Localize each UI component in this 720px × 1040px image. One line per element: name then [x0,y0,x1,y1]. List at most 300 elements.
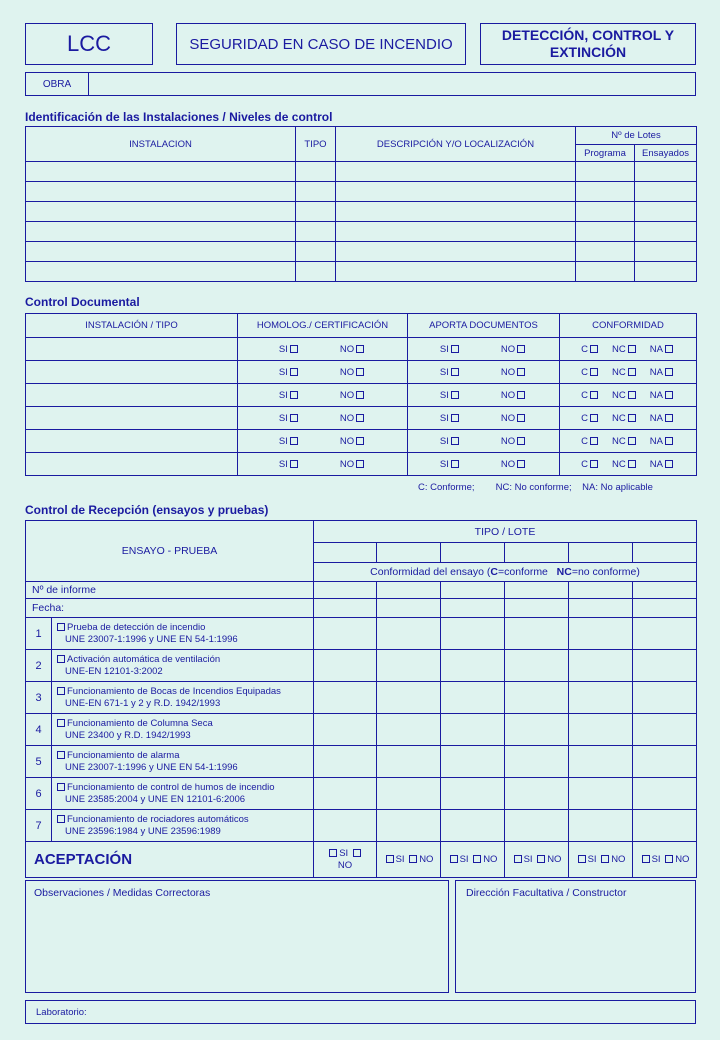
test-name: Funcionamiento de alarma [67,749,180,761]
result-cell[interactable] [569,810,633,842]
si-label: SI [278,412,288,424]
c-option[interactable] [581,459,600,470]
si-no-cell [238,453,408,476]
table-cell[interactable] [26,202,296,222]
checkbox-icon[interactable] [665,391,673,399]
col-descripcion: DESCRIPCIÓN Y/O LOCALIZACIÓN [336,127,576,162]
nc-option[interactable] [612,367,638,378]
table-cell[interactable] [336,242,576,262]
test-norm: UNE 23007-1:1996 y UNE EN 54-1:1996 [65,761,238,773]
result-cell[interactable] [505,618,569,650]
checkbox-icon[interactable] [451,345,459,353]
conformidad-cell [560,361,697,384]
informe-cell[interactable] [441,582,505,599]
si-option[interactable] [279,459,300,470]
instalacion-cell[interactable] [26,384,238,407]
table-cell[interactable] [336,222,576,242]
table-cell[interactable] [576,162,635,182]
result-cell[interactable] [314,714,377,746]
aceptacion-cell[interactable] [441,842,505,878]
result-cell[interactable] [377,810,441,842]
si-option[interactable] [440,390,461,401]
no-option[interactable] [501,459,527,470]
checkbox-icon[interactable] [290,460,298,468]
checkbox-icon[interactable] [665,345,673,353]
na-label: NA [649,389,663,401]
direccion-box[interactable] [455,880,696,993]
result-cell[interactable] [314,810,377,842]
conformidad-cell [560,384,697,407]
checkbox-icon[interactable] [665,414,673,422]
na-option[interactable] [650,459,675,470]
checkbox-icon[interactable] [590,345,598,353]
checkbox-icon[interactable] [353,849,361,857]
test-name-line [55,718,313,730]
si-no-cell [408,338,560,361]
c-option[interactable] [581,413,600,424]
identificacion-table [25,126,697,282]
lote-cell[interactable] [569,543,633,563]
aceptacion-cell[interactable] [505,842,569,878]
result-cell[interactable] [441,650,505,682]
checkbox-icon[interactable] [356,391,364,399]
obra-label: OBRA [26,73,89,95]
obra-field[interactable] [25,72,696,96]
si-option[interactable] [440,413,461,424]
test-norm: UNE-EN 671-1 y 2 y R.D. 1942/1993 [65,697,221,709]
result-cell[interactable] [314,618,377,650]
table-cell[interactable] [26,182,296,202]
result-cell[interactable] [505,810,569,842]
laboratorio-field[interactable] [25,1000,696,1024]
form-subtitle [480,23,696,65]
aceptacion-cell[interactable] [633,842,697,878]
result-cell[interactable] [377,682,441,714]
table-row [26,338,697,361]
table-row [26,430,697,453]
table-cell[interactable] [635,202,697,222]
table-cell[interactable] [26,222,296,242]
result-cell[interactable] [441,618,505,650]
checkbox-icon[interactable] [628,391,636,399]
informe-cell[interactable] [505,582,569,599]
result-cell[interactable] [441,778,505,810]
no-label: NO [500,389,516,401]
checkbox-icon[interactable] [517,368,525,376]
no-option[interactable] [340,390,366,401]
si-option[interactable] [440,367,461,378]
table-cell[interactable] [635,242,697,262]
test-name-line [55,622,313,634]
conformidad-cell [560,407,697,430]
acc-no: NO [419,854,434,865]
si-label: SI [278,366,288,378]
result-cell[interactable] [377,618,441,650]
na-option[interactable] [650,413,675,424]
checkbox-icon[interactable] [409,855,417,863]
si-label: SI [439,412,449,424]
checkbox-icon[interactable] [628,437,636,445]
table-cell[interactable] [576,182,635,202]
result-cell[interactable] [377,650,441,682]
test-number: 5 [26,746,52,778]
informe-cell[interactable] [633,582,697,599]
test-name-line [55,686,313,698]
nc-label: NC [611,389,626,401]
checkbox-icon[interactable] [517,345,525,353]
aceptacion-cell[interactable] [569,842,633,878]
instalacion-cell[interactable] [26,407,238,430]
checkbox-icon[interactable] [356,345,364,353]
checkbox-icon[interactable] [329,849,337,857]
checkbox-icon[interactable] [665,460,673,468]
subtitle-line1: DETECCIÓN, CONTROL Y [501,27,675,43]
result-cell[interactable] [633,650,697,682]
c-option[interactable] [581,344,600,355]
checkbox-icon[interactable] [590,437,598,445]
fecha-cell[interactable] [441,599,505,618]
acc-si: SI [395,854,405,865]
test-number: 3 [26,682,52,714]
c-option[interactable] [581,390,600,401]
instalacion-cell[interactable] [26,453,238,476]
no-label: NO [339,412,355,424]
result-cell[interactable] [377,714,441,746]
lote-cell[interactable] [377,543,441,563]
checkbox-icon[interactable] [57,623,65,631]
table-cell[interactable] [635,182,697,202]
checkbox-icon[interactable] [451,368,459,376]
test-name: Funcionamiento de Bocas de Incendios Equipadas [67,685,281,697]
checkbox-icon[interactable] [517,391,525,399]
lote-cell[interactable] [505,543,569,563]
lote-cell[interactable] [633,543,697,563]
result-cell[interactable] [569,746,633,778]
informe-cell[interactable] [569,582,633,599]
test-row [26,714,697,746]
test-description [52,714,314,746]
nc-label: NC [611,412,626,424]
si-option[interactable] [440,436,461,447]
result-cell[interactable] [377,746,441,778]
si-option[interactable] [440,344,461,355]
test-description [52,618,314,650]
na-option[interactable] [650,436,675,447]
si-label: SI [439,366,449,378]
checkbox-icon[interactable] [451,437,459,445]
result-cell[interactable] [505,746,569,778]
checkbox-icon[interactable] [537,855,545,863]
checkbox-icon[interactable] [356,414,364,422]
lote-cell[interactable] [441,543,505,563]
table-cell[interactable] [635,162,697,182]
checkbox-icon[interactable] [451,391,459,399]
no-option[interactable] [501,367,527,378]
no-label: NO [500,412,516,424]
table-cell[interactable] [296,222,336,242]
test-row [26,618,697,650]
checkbox-icon[interactable] [665,368,673,376]
result-cell[interactable] [314,778,377,810]
checkbox-icon[interactable] [386,855,394,863]
aceptacion-cell[interactable] [377,842,441,878]
nc-label: NC [611,458,626,470]
aceptacion-label: ACEPTACIÓN [26,842,314,878]
instalacion-cell[interactable] [26,338,238,361]
checkbox-icon[interactable] [290,345,298,353]
c-option[interactable] [581,436,600,447]
table-cell[interactable] [576,202,635,222]
c-label: C [581,412,588,424]
checkbox-icon[interactable] [590,460,598,468]
fecha-cell[interactable] [633,599,697,618]
test-number: 6 [26,778,52,810]
fecha-cell[interactable] [314,599,377,618]
checkbox-icon[interactable] [57,719,65,727]
checkbox-icon[interactable] [290,368,298,376]
checkbox-icon[interactable] [642,855,650,863]
table-cell[interactable] [26,262,296,282]
checkbox-icon[interactable] [450,855,458,863]
table-cell[interactable] [336,162,576,182]
checkbox-icon[interactable] [665,855,673,863]
no-option[interactable] [501,344,527,355]
test-norm: UNE 23400 y R.D. 1942/1993 [65,729,191,741]
c-option[interactable] [581,367,600,378]
checkbox-icon[interactable] [628,368,636,376]
table-cell[interactable] [26,242,296,262]
test-norm-line [55,794,313,806]
no-option[interactable] [501,436,527,447]
table-row [26,262,697,282]
acc-si: SI [459,854,469,865]
checkbox-icon[interactable] [514,855,522,863]
si-option[interactable] [279,436,300,447]
test-number: 2 [26,650,52,682]
no-option[interactable] [340,344,366,355]
checkbox-icon[interactable] [517,414,525,422]
result-cell[interactable] [505,714,569,746]
no-option[interactable] [340,459,366,470]
result-cell[interactable] [441,714,505,746]
fecha-cell[interactable] [377,599,441,618]
checkbox-icon[interactable] [601,855,609,863]
test-norm-line [55,730,313,742]
table-cell[interactable] [296,262,336,282]
checkbox-icon[interactable] [57,815,65,823]
checkbox-icon[interactable] [665,437,673,445]
result-cell[interactable] [633,714,697,746]
nc-label: NC [611,435,626,447]
no-option[interactable] [501,413,527,424]
na-label: NA [649,412,663,424]
table-cell[interactable] [336,262,576,282]
table-cell[interactable] [26,162,296,182]
result-cell[interactable] [633,618,697,650]
si-label: SI [439,435,449,447]
checkbox-icon[interactable] [517,460,525,468]
checkbox-icon[interactable] [290,391,298,399]
nc-option[interactable] [612,344,638,355]
table-row [26,202,697,222]
form-title-text: SEGURIDAD EN CASO DE INCENDIO [189,35,453,53]
c-label: C [581,389,588,401]
checkbox-icon[interactable] [451,460,459,468]
test-norm: UNE 23596:1984 y UNE 23596:1989 [65,825,221,837]
table-row [26,182,697,202]
checkbox-icon[interactable] [356,437,364,445]
si-no-cell [238,384,408,407]
checkbox-icon[interactable] [590,391,598,399]
checkbox-icon[interactable] [628,345,636,353]
section-documental-title: Control Documental [25,295,140,309]
c-label: C [581,435,588,447]
na-option[interactable] [650,344,675,355]
na-label: NA [649,458,663,470]
result-cell[interactable] [569,778,633,810]
nc-option[interactable] [612,390,638,401]
table-cell[interactable] [635,222,697,242]
laboratorio-label: Laboratorio: [36,1006,87,1018]
na-option[interactable] [650,367,675,378]
conf-suffix: =no conforme) [571,566,640,578]
direccion-label: Dirección Facultativa / Constructor [466,887,627,899]
checkbox-icon[interactable] [628,414,636,422]
si-no-cell [238,338,408,361]
no-option[interactable] [340,413,366,424]
checkbox-icon[interactable] [517,437,525,445]
acc-si: SI [339,847,349,859]
table-cell[interactable] [336,202,576,222]
result-cell[interactable] [441,810,505,842]
test-row [26,810,697,842]
table-cell[interactable] [296,162,336,182]
table-cell[interactable] [576,222,635,242]
table-cell[interactable] [635,262,697,282]
col-ensayo-prueba: ENSAYO - PRUEBA [26,521,314,582]
si-label: SI [278,435,288,447]
test-description [52,650,314,682]
table-row [26,361,697,384]
col-programa: Programa [576,145,635,162]
table-row [26,453,697,476]
checkbox-icon[interactable] [57,751,65,759]
fecha-cell[interactable] [569,599,633,618]
conformidad-cell [560,430,697,453]
checkbox-icon[interactable] [57,783,65,791]
no-option[interactable] [501,390,527,401]
test-description [52,810,314,842]
fecha-cell[interactable] [505,599,569,618]
result-cell[interactable] [633,810,697,842]
result-cell[interactable] [633,778,697,810]
conformidad-cell [560,338,697,361]
si-option[interactable] [279,367,300,378]
section-identificacion-title: Identificación de las Instalaciones / Niveles de control [25,110,333,124]
result-cell[interactable] [505,650,569,682]
table-cell[interactable] [336,182,576,202]
checkbox-icon[interactable] [590,414,598,422]
si-option[interactable] [279,390,300,401]
lote-cell[interactable] [314,543,377,563]
result-cell[interactable] [505,778,569,810]
acc-si: SI [523,854,533,865]
result-cell[interactable] [633,682,697,714]
instalacion-cell[interactable] [26,361,238,384]
result-cell[interactable] [441,682,505,714]
result-cell[interactable] [314,682,377,714]
na-option[interactable] [650,390,675,401]
checkbox-icon[interactable] [578,855,586,863]
table-cell[interactable] [576,242,635,262]
result-cell[interactable] [569,618,633,650]
table-cell[interactable] [576,262,635,282]
si-option[interactable] [279,344,300,355]
result-cell[interactable] [569,682,633,714]
conf-nc: NC [556,566,572,578]
result-cell[interactable] [377,778,441,810]
checkbox-icon[interactable] [473,855,481,863]
si-option[interactable] [440,459,461,470]
checkbox-icon[interactable] [356,460,364,468]
si-no-cell [238,407,408,430]
nc-option[interactable] [612,413,638,424]
result-cell[interactable] [569,714,633,746]
test-number: 7 [26,810,52,842]
aceptacion-cell[interactable] [314,842,377,878]
informe-cell[interactable] [377,582,441,599]
observaciones-box[interactable] [25,880,449,993]
checkbox-icon[interactable] [590,368,598,376]
table-cell[interactable] [296,242,336,262]
checkbox-icon[interactable] [290,414,298,422]
checkbox-icon[interactable] [628,460,636,468]
test-norm-line [55,826,313,838]
result-cell[interactable] [505,682,569,714]
checkbox-icon[interactable] [57,655,65,663]
result-cell[interactable] [633,746,697,778]
checkbox-icon[interactable] [356,368,364,376]
table-row [26,222,697,242]
col-tipo: TIPO [296,127,336,162]
nc-option[interactable] [612,436,638,447]
acc-no: NO [675,854,690,865]
conf-mid: =conforme [498,566,557,578]
checkbox-icon[interactable] [290,437,298,445]
test-name-line [55,782,313,794]
si-label: SI [439,389,449,401]
informe-cell[interactable] [314,582,377,599]
no-option[interactable] [340,436,366,447]
nc-option[interactable] [612,459,638,470]
test-name: Activación automática de ventilación [67,653,221,665]
si-no-cell [408,361,560,384]
result-cell[interactable] [314,746,377,778]
instalacion-cell[interactable] [26,430,238,453]
checkbox-icon[interactable] [451,414,459,422]
table-cell[interactable] [296,202,336,222]
table-cell[interactable] [296,182,336,202]
no-label: NO [339,366,355,378]
acc-si: SI [587,854,597,865]
si-option[interactable] [279,413,300,424]
no-label: NO [339,343,355,355]
no-option[interactable] [340,367,366,378]
result-cell[interactable] [441,746,505,778]
checkbox-icon[interactable] [57,687,65,695]
result-cell[interactable] [314,650,377,682]
result-cell[interactable] [569,650,633,682]
